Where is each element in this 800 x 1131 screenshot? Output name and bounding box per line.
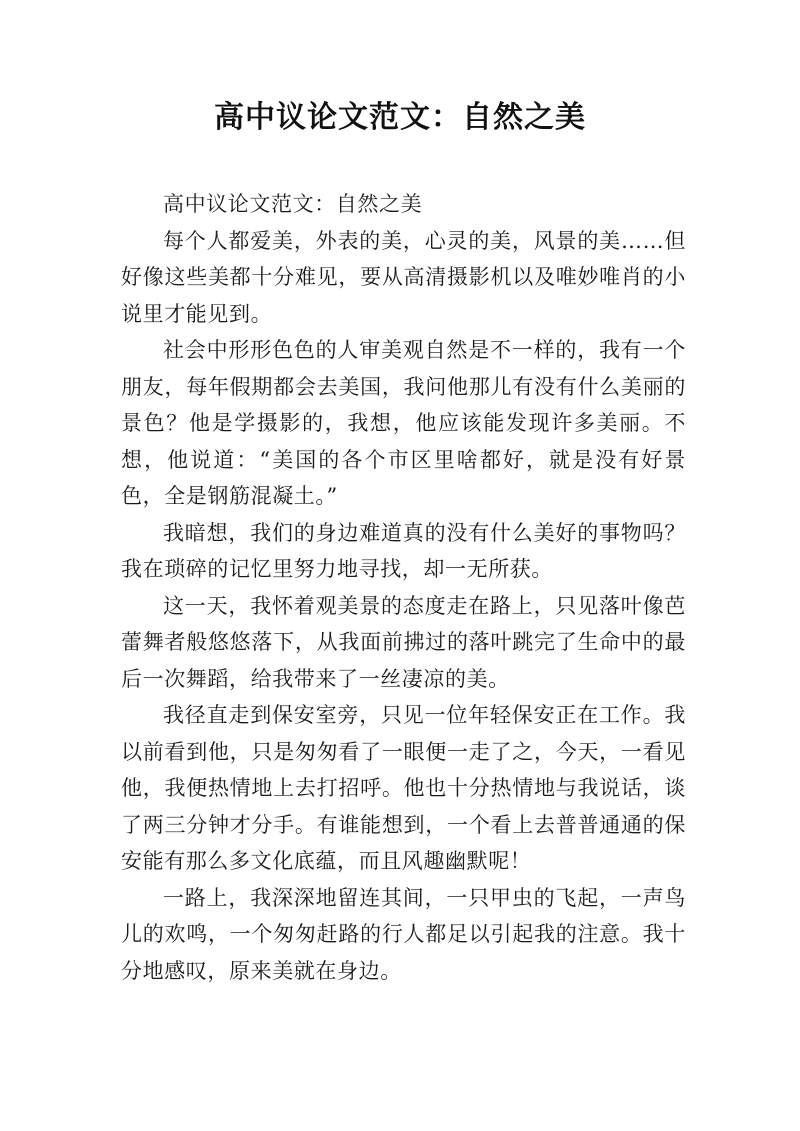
paragraph: 每个人都爱美，外表的美，心灵的美，风景的美……但好像这些美都十分难见，要从高清摄影机以及唯妙唯肖的小说里才能见到。 <box>121 228 686 326</box>
paragraph-subtitle: 高中议论文范文：自然之美 <box>163 192 423 216</box>
document-body <box>121 186 686 989</box>
document-title: 高中议论文范文：自然之美 <box>214 100 586 135</box>
paragraph: 一路上，我深深地留连其间，一只甲虫的飞起，一声鸟儿的欢鸣，一个匆匆赶路的行人都足以引起我的注意。我十分地感叹，原来美就在身边。 <box>121 885 686 983</box>
paragraph: 这一天，我怀着观美景的态度走在路上，只见落叶像芭蕾舞者般悠悠落下，从我面前拂过的落叶跳完了生命中的最后一次舞蹈，给我带来了一丝凄凉的美。 <box>121 593 686 691</box>
paragraph: 社会中形形色色的人审美观自然是不一样的，我有一个朋友，每年假期都会去美国，我问他那儿有没有什么美丽的景色？他是学摄影的，我想，他应该能发现许多美丽。不想，他说道：“美国的各个市区里啥都好，就是没有好景色，全是钢筋混凝土。” <box>121 338 686 508</box>
paragraph: 我径直走到保安室旁，只见一位年轻保安正在工作。我以前看到他，只是匆匆看了一眼便一走了之，今天，一看见他，我便热情地上去打招呼。他也十分热情地与我说话，谈了两三分钟才分手。有谁能想到，一个看上去普普通通的保安能有那么多文化底蕴，而且风趣幽默呢！ <box>121 703 686 873</box>
paragraph: 我暗想，我们的身边难道真的没有什么美好的事物吗？我在琐碎的记忆里努力地寻找，却一无所获。 <box>121 520 686 581</box>
